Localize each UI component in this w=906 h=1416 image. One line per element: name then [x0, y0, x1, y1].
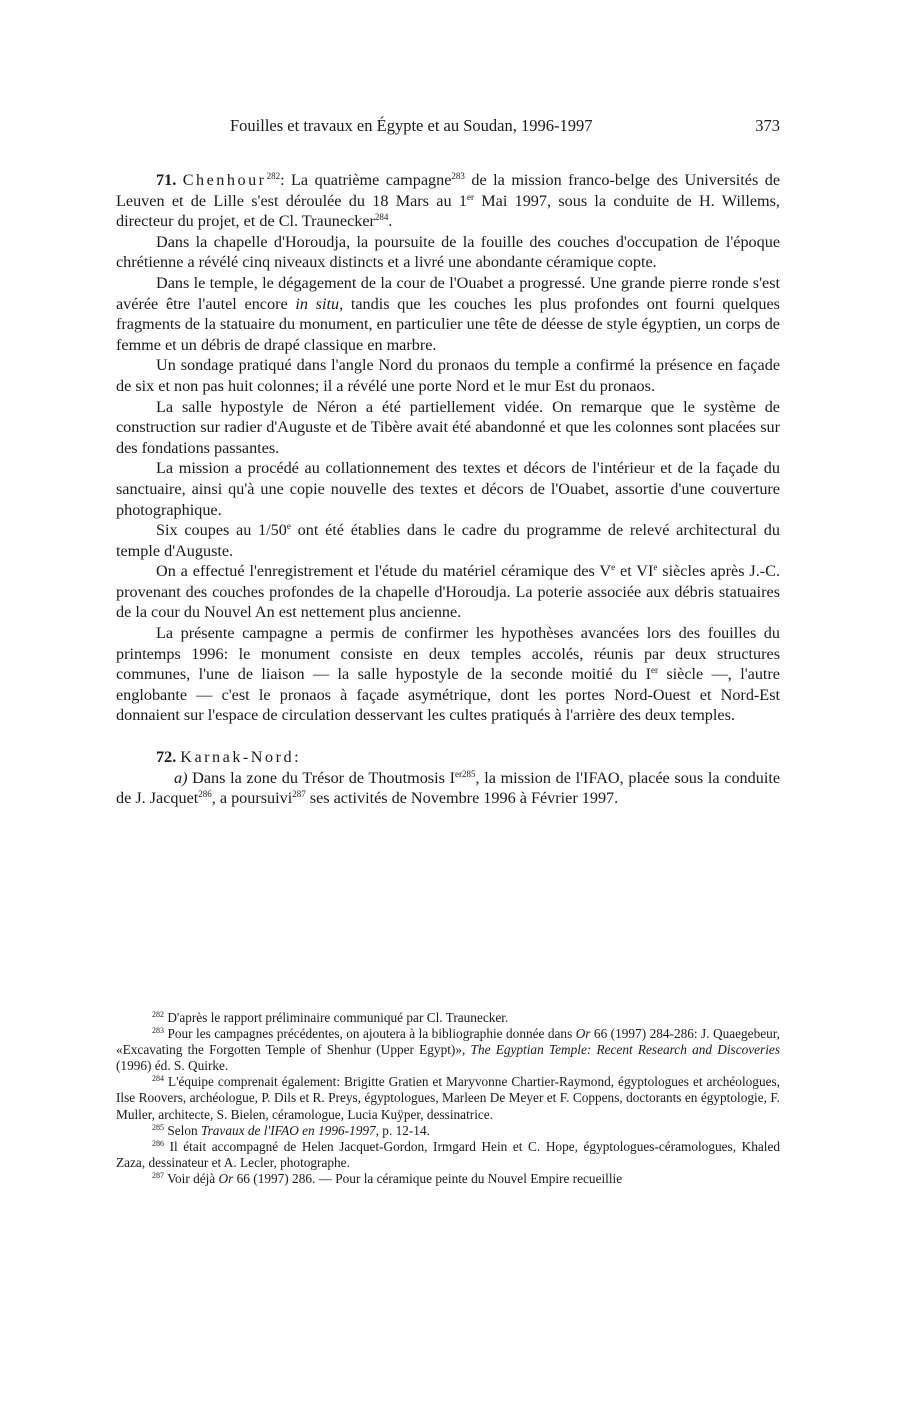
site-name: Chenhour [182, 171, 267, 189]
footnote-282 [116, 1010, 780, 1026]
paragraph [116, 623, 780, 726]
paragraph: La mission a procédé au collationnement des textes et décors de l'intérieur et de la façade du sanctuaire, ainsi qu'à une copie nouvelle des textes et décors de l'Ouabet, assortie d'une couverture photographique. [116, 459, 780, 519]
footnote-number: 284 [152, 1074, 164, 1084]
page-number: 373 [755, 116, 780, 135]
italic-term: in situ [295, 294, 340, 313]
paragraph [116, 768, 780, 809]
footnote-text: Pour les campagnes précédentes, on ajoutera à la bibliographie donnée dans [164, 1026, 576, 1042]
footnote-283 [116, 1026, 780, 1074]
site-name: Karnak-Nord [180, 748, 295, 767]
text-run: La quatrième campagne [284, 171, 452, 189]
footnote-ref: 286 [198, 789, 212, 800]
text-run: Mai 1997, sous la conduite de H. Willems, directeur du projet, et de Cl. Traunecker [116, 191, 780, 231]
text-run: ont été établies dans le cadre du programme de relevé architectural du temple d'Auguste. [116, 521, 780, 560]
text-run: Dans le temple, le dégagement de la cour de l'Ouabet a progressé. Une grande pierre ronde s'est avérée être l'autel encore [116, 273, 780, 313]
colon: : [280, 171, 285, 189]
text-run: La présente campagne a permis de confirmer les hypothèses avancées lors des fouilles du printemps 1996: le monument consiste en deux temples accolés, réunis par deux structures communes, l'une de liaison — la salle hypostyle de la seconde moitié du I [116, 624, 780, 684]
footnote-text: 66 (1997) 286. — Pour la céramique peinte du Nouvel Empire recueillie [233, 1170, 623, 1186]
superscript: e [286, 521, 291, 532]
footnote-number: 282 [152, 1010, 164, 1019]
footnote-text: 66 (1997) 284-286: J. Quaegebeur, «Excavating the Forgotten Temple of Shenhur (Upper Egypt)», [116, 1026, 781, 1058]
book-title: The Egyptian Temple: Recent Research and Discoveries [470, 1042, 780, 1058]
text-run: ses activités de Novembre 1996 à Février 1997. [305, 789, 619, 808]
text-run: , tandis que les couches les plus profondes ont fourni quelques fragments de la statuaire du monument, en particulier une tête de déesse de style égyptien, un corps de femme et un débris de drapé classique en marbre. [116, 294, 780, 354]
paragraph: La salle hypostyle de Néron a été partiellement vidée. On remarque que le système de construction sur radier d'Auguste et de Tibère avait été abandonné et que les colonnes sont placées sur des fondations passantes. [116, 397, 780, 457]
superscript: er [650, 665, 658, 676]
paragraph [116, 273, 780, 355]
footnote-ref: 284 [374, 212, 389, 223]
ordinal-sup: er [466, 191, 474, 202]
footnote-text: Il était accompagné de Helen Jacquet-Gordon, Irmgard Hein et C. Hope, égyptologues-céramologues, Khaled Zaza, dessinateur et A. Lecler, photographe. [116, 1138, 780, 1170]
footnote-ref: 282 [266, 171, 281, 181]
text-run: Dans la zone du Trésor de Thoutmosis I [187, 768, 455, 787]
footnotes [116, 1010, 780, 1187]
paragraph: Un sondage pratiqué dans l'angle Nord du pronaos du temple a confirmé la présence en façade de six et non pas huit colonnes; il a révélé une porte Nord et le mur Est du pronaos. [116, 356, 780, 395]
text-run: Six coupes au 1/50 [156, 521, 287, 540]
footnote-ref: 287 [292, 789, 306, 800]
footnote-286 [116, 1139, 780, 1171]
footnote-text: (1996) éd. S. Quirke. [116, 1058, 229, 1074]
text-run: et VI [615, 562, 654, 581]
text-run: de la mission franco-belge des Universités de Leuven et de Lille s'est déroulée du 18 Mars au 1 [116, 171, 781, 210]
footnote-ref: 285 [461, 768, 476, 779]
footnote-number: 283 [152, 1026, 164, 1036]
colon: : [294, 748, 299, 767]
footnote-number: 287 [152, 1170, 164, 1180]
journal-abbrev: Or [575, 1026, 591, 1042]
section-71-intro [116, 170, 780, 232]
footnote-number: 285 [152, 1122, 164, 1132]
footnote-text: Voir déjà [164, 1170, 219, 1186]
section-72-heading [116, 747, 780, 768]
superscript: e [611, 562, 616, 573]
footnote-287 [116, 1171, 780, 1187]
page-header [116, 116, 780, 142]
section-number: 71. [156, 171, 177, 189]
footnote-number: 286 [152, 1138, 164, 1148]
item-label: a) [174, 768, 188, 787]
footnote-285 [116, 1123, 780, 1139]
superscript: e [653, 562, 658, 573]
text-run: On a effectué l'enregistrement et l'étude du matériel céramique des V [156, 562, 612, 581]
text-run: , a poursuivi [211, 789, 293, 808]
footnote-text: L'équipe comprenait également: Brigitte Gratien et Maryvonne Chartier-Raymond, égyptologues et archéologues, Ilse Roovers, archéologue, P. Dils et R. Preys, égyptologues, Marleen De Meyer et F. Coppens, doctorants en égyptologie, F. Muller, architecte, S. Bielen, céramologue, Lucia Kuÿper, dessinatrice. [116, 1074, 780, 1122]
running-title: Fouilles et travaux en Égypte et au Soudan, 1996-1997 [230, 116, 593, 135]
journal-abbrev: Or [218, 1170, 234, 1186]
book-title: Travaux de l'IFAO en 1996-1997 [200, 1122, 376, 1138]
footnote-text: D'après le rapport préliminaire communiqué par Cl. Traunecker. [164, 1010, 509, 1025]
paragraph [116, 520, 780, 561]
paragraph: Dans la chapelle d'Horoudja, la poursuite de la fouille des couches d'occupation de l'époque chrétienne a révélé cinq niveaux distincts et a livré une abondante céramique copte. [116, 232, 780, 272]
paragraph [116, 561, 780, 623]
text-run: . [388, 212, 393, 231]
section-number: 72. [156, 748, 177, 767]
text-run: , la mission de l'IFAO, placée sous la conduite de J. Jacquet [116, 768, 780, 808]
main-text [116, 170, 780, 809]
footnote-284 [116, 1074, 780, 1122]
ordinal-sup: er [454, 768, 462, 779]
footnote-text: Selon [164, 1122, 201, 1138]
footnote-text: , p. 12-14. [375, 1122, 430, 1138]
text-run: siècle —, l'autre englobante — c'est le pronaos à façade asymétrique, dont les portes Nord-Ouest et Nord-Est donnaient sur l'espace de circulation desservant les cultes pratiqués à l'arrière des deux temples. [116, 665, 780, 725]
text-run: siècles après J.-C. provenant des couches profondes de la chapelle d'Horoudja. La poterie associée aux débris statuaires de la cour du Nouvel An est nettement plus ancienne. [116, 562, 780, 622]
footnote-ref: 283 [451, 171, 465, 181]
